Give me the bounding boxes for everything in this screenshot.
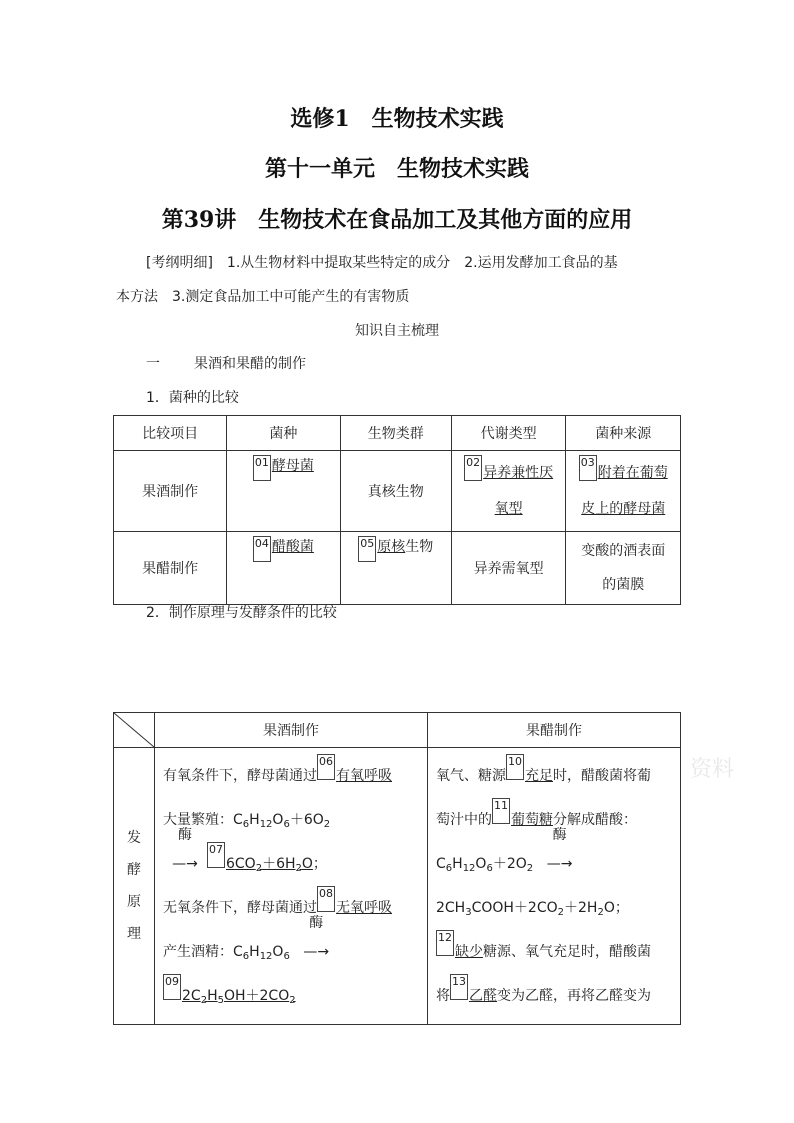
principle-comparison-table xyxy=(113,712,681,1025)
enzyme-arrow: 酶 —→ xyxy=(294,930,338,974)
line-text: 无氧条件下，酵母菌通过 xyxy=(163,900,317,916)
answer-text: 异养兼性厌 xyxy=(483,465,554,481)
text-line: 酶 $—\to 076CO_2+6H_2O$； xyxy=(163,842,419,886)
blank-number: 04 xyxy=(253,536,271,562)
line-text: 分解成醋酸： xyxy=(553,812,637,828)
blank-number: 05 xyxy=(358,536,376,562)
answer-text: 附着在葡萄 xyxy=(597,465,668,481)
table-header-cell: 菌种 xyxy=(227,416,340,451)
source-cell xyxy=(566,451,681,532)
line-text: 产生酒精：C xyxy=(163,944,243,960)
enzyme-label: 酶 xyxy=(552,827,567,843)
watermark: 资料 xyxy=(690,757,735,782)
enzyme-label: 酶 xyxy=(309,915,324,931)
line-text: 氧气、糖源 xyxy=(436,768,506,784)
syllabus-line-1: [考纲明细] 1.从生物材料中提取某些特定的成分 2.运用发酵加工食品的基 xyxy=(146,255,618,271)
answer-text: 氧型 xyxy=(494,501,523,517)
answer-text: 皮上的酵母菌 xyxy=(581,501,666,517)
row-label-char: 酵 xyxy=(127,862,141,878)
strain-cell xyxy=(227,451,340,532)
row-label-char: 原 xyxy=(127,894,141,910)
blank-number: 10 xyxy=(506,754,524,780)
wine-principle-cell xyxy=(155,748,428,1025)
blank-number: 11 xyxy=(492,798,510,824)
group-cell: 真核生物 xyxy=(340,451,451,532)
line-text: 糖源、氧气充足时，醋酸菌 xyxy=(483,944,651,960)
blank-number: 13 xyxy=(450,974,468,1000)
group-suffix: 生物 xyxy=(405,539,434,555)
group-cell xyxy=(340,532,451,605)
table-header-row xyxy=(114,713,681,748)
blank-number: 08 xyxy=(317,886,335,912)
source-line: 变酸的酒表面 xyxy=(581,543,666,559)
blank-number: 09 xyxy=(163,974,181,1000)
blank-number: 03 xyxy=(579,455,597,481)
text-line xyxy=(436,754,672,798)
table-row xyxy=(114,532,681,605)
row-label-char: 理 xyxy=(127,926,141,942)
line-text: 有氧条件下，酵母菌通过 xyxy=(163,768,317,784)
heading-1-text: 果酒和果醋的制作 xyxy=(194,356,306,372)
answer-formula: $2C_2H_5OH+2CO_2$ xyxy=(182,988,296,1006)
row-label-vertical xyxy=(114,748,155,1025)
diagonal-line xyxy=(114,713,154,747)
syllabus-line-2: 本方法 3.测定食品加工中可能产生的有害物质 xyxy=(116,289,410,305)
enzyme-arrow: 酶 —→ xyxy=(538,842,582,886)
blank-number: 01 xyxy=(253,455,271,481)
text-line: 大量繁殖：$C_6H_{12}O_6+6O_2$ xyxy=(163,812,331,830)
metabolism-cell xyxy=(451,451,566,532)
table-header-cell: 果酒制作 xyxy=(155,713,428,748)
row-label-char: 发 xyxy=(127,830,141,846)
line-text: 萄汁中的 xyxy=(436,812,492,828)
heading-3: 2．制作原理与发酵条件的比较 xyxy=(146,605,337,621)
answer-text: 葡萄糖 xyxy=(511,812,553,828)
line-text: 变为乙醛，再将乙醛变为 xyxy=(497,988,651,1004)
source-line: 的菌膜 xyxy=(602,577,645,593)
row-label: 果醋制作 xyxy=(114,532,227,605)
heading-1 xyxy=(146,353,306,373)
metabolism-cell: 异养需氧型 xyxy=(451,532,566,605)
text-line xyxy=(163,754,419,798)
source-cell xyxy=(566,532,681,605)
strain-cell xyxy=(227,532,340,605)
text-line xyxy=(163,974,419,1018)
answer-text: 充足 xyxy=(525,768,553,784)
row-label: 果酒制作 xyxy=(114,451,227,532)
table-header-row xyxy=(114,416,681,451)
answer-text: 酵母菌 xyxy=(271,458,314,474)
table-header-cell: 比较项目 xyxy=(114,416,227,451)
answer-text: 醋酸菌 xyxy=(271,539,314,555)
answer-text: 缺少 xyxy=(455,944,483,960)
text-line: $2CH_3COOH+2CO_2+2H_2O$； xyxy=(436,900,629,918)
doc-title-lecture: 第39讲 生物技术在食品加工及其他方面的应用 xyxy=(161,207,633,233)
answer-text: 乙醛 xyxy=(469,988,497,1004)
line-text: 大量繁殖：C xyxy=(163,812,243,828)
line-text: 将 xyxy=(436,988,450,1004)
vinegar-principle-cell xyxy=(428,748,681,1025)
blank-number: 12 xyxy=(436,930,454,956)
text-line: 产生酒精：$C_6H_{12}O_6$ 酶 —→ xyxy=(163,930,419,974)
section-title: 知识自主梳理 xyxy=(355,323,439,339)
table-row xyxy=(114,451,681,532)
doc-title-unit: 第十一单元 生物技术实践 xyxy=(264,156,529,182)
answer-text: 无氧呼吸 xyxy=(336,900,392,916)
text-line xyxy=(163,886,419,930)
doc-title-elective: 选修1 生物技术实践 xyxy=(290,106,504,132)
table-header-cell: 生物类群 xyxy=(340,416,451,451)
text-line xyxy=(436,930,672,974)
answer-text: 原核 xyxy=(377,539,406,555)
blank-number: 07 xyxy=(207,842,225,868)
blank-number: 06 xyxy=(317,754,335,780)
table-header-cell: 菌种来源 xyxy=(566,416,681,451)
heading-1-number: 一 xyxy=(146,356,160,372)
answer-formula: $6CO_2+6H_2O$ xyxy=(226,856,313,874)
enzyme-label: 酶 xyxy=(178,827,192,843)
diagonal-header-cell xyxy=(114,713,155,748)
table-row xyxy=(114,748,681,1025)
answer-text: 有氧呼吸 xyxy=(336,768,392,784)
enzyme-arrow: 酶 —→ xyxy=(163,842,207,886)
text-line xyxy=(436,974,672,1018)
blank-number: 02 xyxy=(464,455,482,481)
line-text: 时，醋酸菌将葡 xyxy=(553,768,651,784)
strain-comparison-table xyxy=(113,415,681,605)
text-line: $C_6H_{12}O_6+2O_2$ 酶 —→ xyxy=(436,842,672,886)
heading-2: 1．菌种的比较 xyxy=(146,390,239,406)
table-header-cell: 代谢类型 xyxy=(451,416,566,451)
table-header-cell: 果醋制作 xyxy=(428,713,681,748)
